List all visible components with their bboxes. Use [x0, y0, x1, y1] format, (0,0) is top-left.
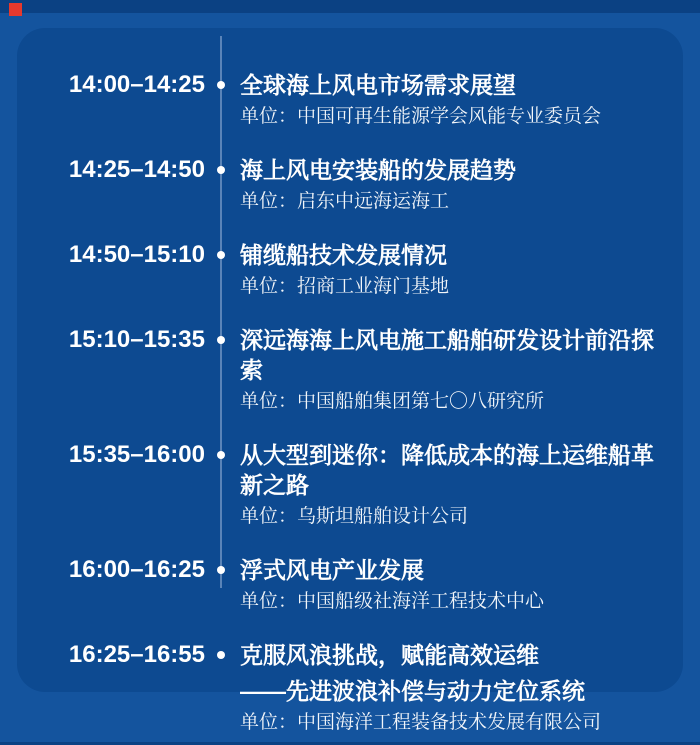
agenda-title-line2: ——先进波浪补偿与动力定位系统 [240, 678, 585, 704]
timeline-dot-icon [217, 336, 225, 344]
agenda-content [240, 70, 683, 130]
timeline-marker [205, 325, 240, 355]
timeline-dot-icon [217, 651, 225, 659]
agenda-panel [17, 28, 683, 733]
timeline-dot-icon [217, 166, 225, 174]
agenda-row [17, 155, 683, 215]
agenda-org: 单位：中国海洋工程装备技术发展有限公司 [240, 712, 602, 733]
timeline-marker [205, 240, 240, 270]
agenda-title: 浮式风电产业发展 [240, 557, 424, 583]
timeline-marker [205, 440, 240, 470]
agenda-row [17, 240, 683, 300]
agenda-time: 14:25–14:50 [68, 156, 205, 183]
agenda-org: 单位：中国船舶集团第七〇八研究所 [240, 391, 545, 412]
agenda-content [240, 440, 683, 530]
agenda-title: 全球海上风电市场需求展望 [240, 72, 516, 98]
agenda-time: 16:25–16:55 [68, 641, 205, 668]
agenda-time: 14:50–15:10 [68, 241, 205, 268]
red-corner-mark [9, 3, 22, 16]
agenda-title: 克服风浪挑战，赋能高效运维 [240, 642, 539, 668]
top-strip [0, 0, 700, 13]
agenda-row [17, 640, 683, 736]
agenda-row [17, 440, 683, 530]
agenda-org: 单位：中国可再生能源学会风能专业委员会 [240, 106, 602, 127]
agenda-content [240, 640, 683, 736]
agenda-title: 铺缆船技术发展情况 [240, 242, 447, 268]
agenda-content [240, 325, 683, 415]
agenda-time: 15:10–15:35 [68, 326, 205, 353]
timeline-marker [205, 555, 240, 585]
agenda-org: 单位：招商工业海门基地 [240, 276, 450, 297]
timeline-dot-icon [217, 81, 225, 89]
timeline-marker [205, 155, 240, 185]
agenda-content [240, 155, 683, 215]
timeline-dot-icon [217, 451, 225, 459]
timeline-marker [205, 70, 240, 100]
timeline-dot-icon [217, 566, 225, 574]
agenda-row [17, 325, 683, 415]
agenda-title: 深远海海上风电施工船舶研发设计前沿探索 [240, 327, 654, 383]
agenda-list [17, 28, 683, 745]
agenda-time: 14:00–14:25 [68, 71, 205, 98]
timeline-dot-icon [217, 251, 225, 259]
agenda-title: 海上风电安装船的发展趋势 [240, 157, 516, 183]
agenda-org: 单位：启东中远海运海工 [240, 191, 450, 212]
agenda-row [17, 555, 683, 615]
agenda-time: 15:35–16:00 [68, 441, 205, 468]
agenda-content [240, 240, 683, 300]
agenda-org: 单位：中国船级社海洋工程技术中心 [240, 591, 545, 612]
agenda-row [17, 70, 683, 130]
agenda-time: 16:00–16:25 [68, 556, 205, 583]
agenda-title: 从大型到迷你：降低成本的海上运维船革新之路 [240, 442, 654, 498]
agenda-org: 单位：乌斯坦船舶设计公司 [240, 506, 469, 527]
agenda-content [240, 555, 683, 615]
timeline-marker [205, 640, 240, 670]
